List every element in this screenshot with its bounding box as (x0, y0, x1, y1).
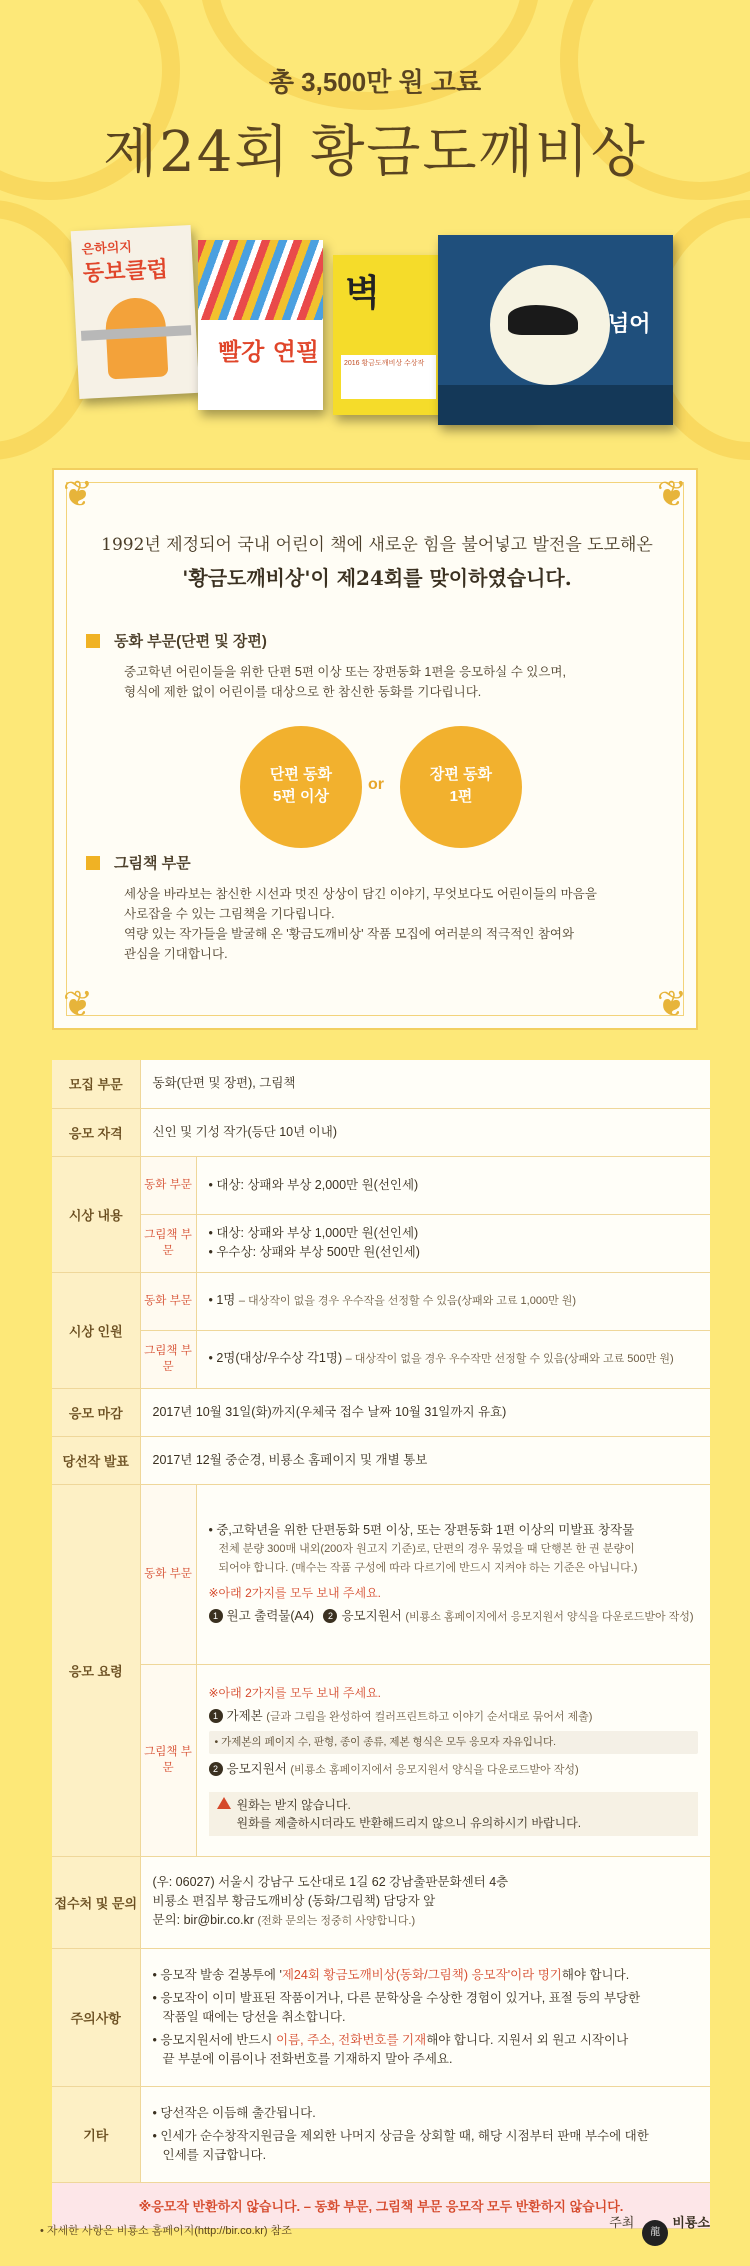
value-text: 이름, 주소, 전화번호를 기재 (275, 2032, 427, 2047)
value-text: 원화는 받지 않습니다. (236, 1798, 351, 1812)
row-value (196, 1664, 710, 1856)
value-line: 작품일 때에는 당선을 취소합니다. (162, 2009, 346, 2024)
book-title: 빨강 연필 (218, 338, 320, 366)
value-note: – 대상작이 없을 경우 우수작을 선정할 수 있음(상패와 고료 1,000만 원) (238, 1295, 577, 1307)
row-value: 신인 및 기성 작가(등단 10년 이내) (140, 1108, 710, 1156)
or-label: or (368, 776, 384, 793)
section-heading-text: 그림책 부문 (114, 855, 191, 872)
table-row (52, 2086, 710, 2182)
row-value: • 대상: 상패와 부상 2,000만 원(선인세) (196, 1156, 710, 1214)
footer-note: • 자세한 사항은 비룡소 홈페이지(http://bir.co.kr) 참조 (40, 2225, 292, 2237)
sub-header: 동화 부문 (140, 1272, 196, 1330)
table-row (52, 1664, 710, 1856)
row-header: 모집 부문 (52, 1060, 140, 1108)
body-line: 중고학년 어린이들을 위한 단편 5편 이상 또는 장편동화 1편을 응모하실 수 있으며, (124, 665, 566, 679)
corner-ornament: ❦ (62, 473, 94, 514)
table-row (52, 1484, 710, 1664)
value-line: • 인세가 순수창작지원금을 제외한 나머지 상금을 상회할 때, 해당 시점부터 판매 부수에 대한 (152, 2128, 649, 2143)
intro-headline: '황금도깨비상'이 제24회를 맞이하였습니다. (182, 566, 572, 590)
value-line (153, 1911, 699, 1931)
value-line: 인세를 지급합니다. (162, 2147, 267, 2162)
row-value (140, 2086, 710, 2182)
book-cover-4 (438, 235, 673, 425)
row-header: 시상 내용 (52, 1156, 140, 1272)
section-body (124, 662, 664, 702)
table-row (52, 1436, 710, 1484)
row-value (196, 1272, 710, 1330)
book-illustration (198, 240, 323, 320)
square-bullet-icon (86, 634, 100, 648)
row-value (140, 1948, 710, 2086)
row-value (140, 1856, 710, 1948)
value-line (209, 1707, 699, 1727)
warning-box (209, 1792, 699, 1836)
section-body (124, 884, 664, 964)
row-header: 접수처 및 문의 (52, 1856, 140, 1948)
row-value: 2017년 10월 31일(화)까지(우체국 접수 날짜 10월 31일까지 유효) (140, 1388, 710, 1436)
body-line: 관심을 기대합니다. (124, 947, 228, 961)
table-row (52, 1948, 710, 2086)
table-row (52, 1272, 710, 1330)
value-line: 비룡소 편집부 황금도깨비상 (동화/그림책) 담당자 앞 (152, 1894, 436, 1908)
row-value (196, 1330, 710, 1388)
value-line: 되어야 합니다. (매수는 작품 구성에 따라 다르기에 반드시 지켜야 하는 기준은 아닙니다.) (218, 1562, 638, 1574)
row-value (196, 1484, 710, 1664)
table-row (52, 1060, 710, 1108)
host-label: 주최 (609, 2215, 635, 2230)
value-line: • 1명 (208, 1293, 236, 1307)
section-heading-text: 동화 부문(단편 및 장편) (114, 633, 267, 650)
row-header: 응모 자격 (52, 1108, 140, 1156)
value-line (153, 2031, 699, 2050)
value-line: 전체 분량 300매 내외(200자 원고지 기준)로, 단편의 경우 묶었을 때 단행본 한 권 분량이 (218, 1543, 635, 1555)
number-2-icon: 2 (209, 1762, 223, 1776)
value-line (209, 1607, 699, 1627)
value-note: (비룡소 홈페이지에서 응모지원서 양식을 다운로드받아 작성) (290, 1764, 579, 1776)
value-line (153, 1966, 699, 1985)
value-text: 가제본 (226, 1709, 263, 1723)
return-notice: ※응모작 반환하지 않습니다. – 동화 부문, 그림책 부문 응모작 모두 반환하지 않습니다. (52, 2182, 710, 2228)
circle-text: 장편 동화 (429, 766, 493, 783)
row-header: 주의사항 (52, 1948, 140, 2086)
value-line (209, 1760, 699, 1780)
sub-header: 동화 부문 (140, 1156, 196, 1214)
value-line: • 대상: 상패와 부상 1,000만 원(선인세) (208, 1226, 419, 1240)
book-cover-1 (71, 225, 200, 399)
body-line: 사로잡을 수 있는 그림책을 기다립니다. (124, 907, 335, 921)
value-line: • 당선작은 이듬해 출간됩니다. (152, 2105, 316, 2120)
circle-text: 1편 (449, 788, 473, 805)
short-story-circle (240, 726, 362, 848)
corner-ornament: ❦ (656, 983, 688, 1024)
table-row (52, 1214, 710, 1272)
intro-text: 1992년 제정되어 국내 어린이 책에 새로운 힘을 불어넣고 발전을 도모해온 (101, 535, 653, 555)
value-line: • 우수상: 상패와 부상 500만 원(선인세) (208, 1245, 420, 1259)
row-value (196, 1214, 710, 1272)
row-header: 시상 인원 (52, 1272, 140, 1388)
value-text: 제24회 황금도깨비상(동화/그림책) 응모작'이라 명기 (281, 1967, 562, 1982)
value-line: (우: 06027) 서울시 강남구 도산대로 1길 62 강남출판문화센터 4층 (152, 1875, 509, 1889)
book-subtitle: 은하의지 (81, 240, 133, 258)
long-story-circle (400, 726, 522, 848)
table-row (52, 1108, 710, 1156)
value-note: (글과 그림을 완성하여 컬러프린트하고 이야기 순서대로 묶어서 제출) (266, 1711, 593, 1723)
row-header: 당선작 발표 (52, 1436, 140, 1484)
book-illustration (438, 385, 673, 425)
value-note: (전화 문의는 정중히 사양합니다.) (257, 1915, 416, 1927)
value-line: • 응모작이 이미 발표된 작품이거나, 다른 문학상을 수상한 경험이 있거나, 표절 등의 부당한 (152, 1990, 641, 2005)
publisher-logo-text: 비룡소 (672, 2215, 710, 2230)
sub-header: 그림책 부문 (140, 1664, 196, 1856)
row-value: 2017년 12월 중순경, 비룡소 홈페이지 및 개별 통보 (140, 1436, 710, 1484)
value-text: • 응모지원서에 반드시 (152, 2032, 276, 2047)
value-line: 끝 부분에 이름이나 전화번호를 기재하지 말아 주세요. (162, 2051, 453, 2066)
value-note: (비룡소 홈페이지에서 응모지원서 양식을 다운로드받아 작성) (405, 1611, 694, 1623)
table-row (52, 1856, 710, 1948)
number-1-icon: 1 (209, 1709, 223, 1723)
value-line: • 2명(대상/우수상 각1명) (208, 1351, 343, 1365)
value-note-box: • 가제본의 페이지 수, 판형, 종이 종류, 제본 형식은 모두 응모자 자유입니다. (209, 1731, 699, 1754)
value-text: 원고 출력물(A4) (226, 1609, 314, 1623)
value-text: • 응모작 발송 겉봉투에 ' (152, 1967, 282, 1982)
number-1-icon: 1 (209, 1609, 223, 1623)
value-line: ※아래 2가지를 모두 보내 주세요. (208, 1686, 382, 1700)
value-line: ※아래 2가지를 모두 보내 주세요. (208, 1586, 382, 1600)
value-text: 해야 합니다. (561, 1967, 630, 1982)
value-line (217, 1796, 691, 1814)
section-heading (86, 852, 191, 873)
page-title: 제24회 황금도깨비상 (103, 120, 647, 185)
prize-text: 총 3,500만 원 고료 (268, 67, 482, 97)
book-title: 넘어 (608, 312, 651, 337)
table-row (52, 1156, 710, 1214)
intro-card (52, 468, 698, 1030)
body-line: 역량 있는 작가들을 발굴해 온 '황금도깨비상' 작품 모집에 여러분의 적극적인 참여와 (124, 927, 575, 941)
row-header: 응모 마감 (52, 1388, 140, 1436)
section-heading (86, 630, 267, 651)
body-line: 세상을 바라보는 참신한 시선과 멋진 상상이 담긴 이야기, 무엇보다도 어린이들의 마음을 (124, 887, 597, 901)
value-text: 문의: bir@bir.co.kr (152, 1913, 254, 1927)
corner-ornament: ❦ (62, 983, 94, 1024)
row-header: 기타 (52, 2086, 140, 2182)
award-badge: 2016 황금도깨비상 수상작 (341, 355, 436, 399)
table-row (52, 1330, 710, 1388)
sub-header: 동화 부문 (140, 1484, 196, 1664)
value-line: • 중,고학년을 위한 단편동화 5편 이상, 또는 장편동화 1편 이상의 미발표 창작물 (208, 1523, 635, 1537)
host-credit (609, 2212, 710, 2246)
square-bullet-icon (86, 856, 100, 870)
body-line: 형식에 제한 없이 어린이를 대상으로 한 참신한 동화를 기다립니다. (124, 685, 482, 699)
row-header: 응모 요령 (52, 1484, 140, 1856)
warning-icon (217, 1797, 231, 1809)
info-table (52, 1060, 710, 2229)
number-2-icon: 2 (323, 1609, 337, 1623)
table-row (52, 1388, 710, 1436)
circle-text: 단편 동화 (269, 766, 333, 783)
sub-header: 그림책 부문 (140, 1330, 196, 1388)
value-line: 원화를 제출하시더라도 반환해드리지 않으니 유의하시기 바랍니다. (236, 1816, 582, 1830)
corner-ornament: ❦ (656, 473, 688, 514)
dragon-logo-icon: 龍 (642, 2220, 668, 2246)
hero-section (0, 0, 750, 430)
sub-header: 그림책 부문 (140, 1214, 196, 1272)
value-text: 해야 합니다. 지원서 외 원고 시작이나 (426, 2032, 629, 2047)
book-title: 벽 (345, 273, 380, 314)
book-cover-2 (198, 240, 323, 410)
circle-text: 5편 이상 (273, 788, 329, 805)
book-title: 동보클럽 (82, 257, 169, 287)
value-text: 응모지원서 (341, 1609, 402, 1623)
row-value: 동화(단편 및 장편), 그림책 (140, 1060, 710, 1108)
value-text: 응모지원서 (226, 1762, 287, 1776)
value-note: – 대상작이 없을 경우 우수작만 선정할 수 있음(상패와 고료 500만 원) (345, 1353, 674, 1365)
